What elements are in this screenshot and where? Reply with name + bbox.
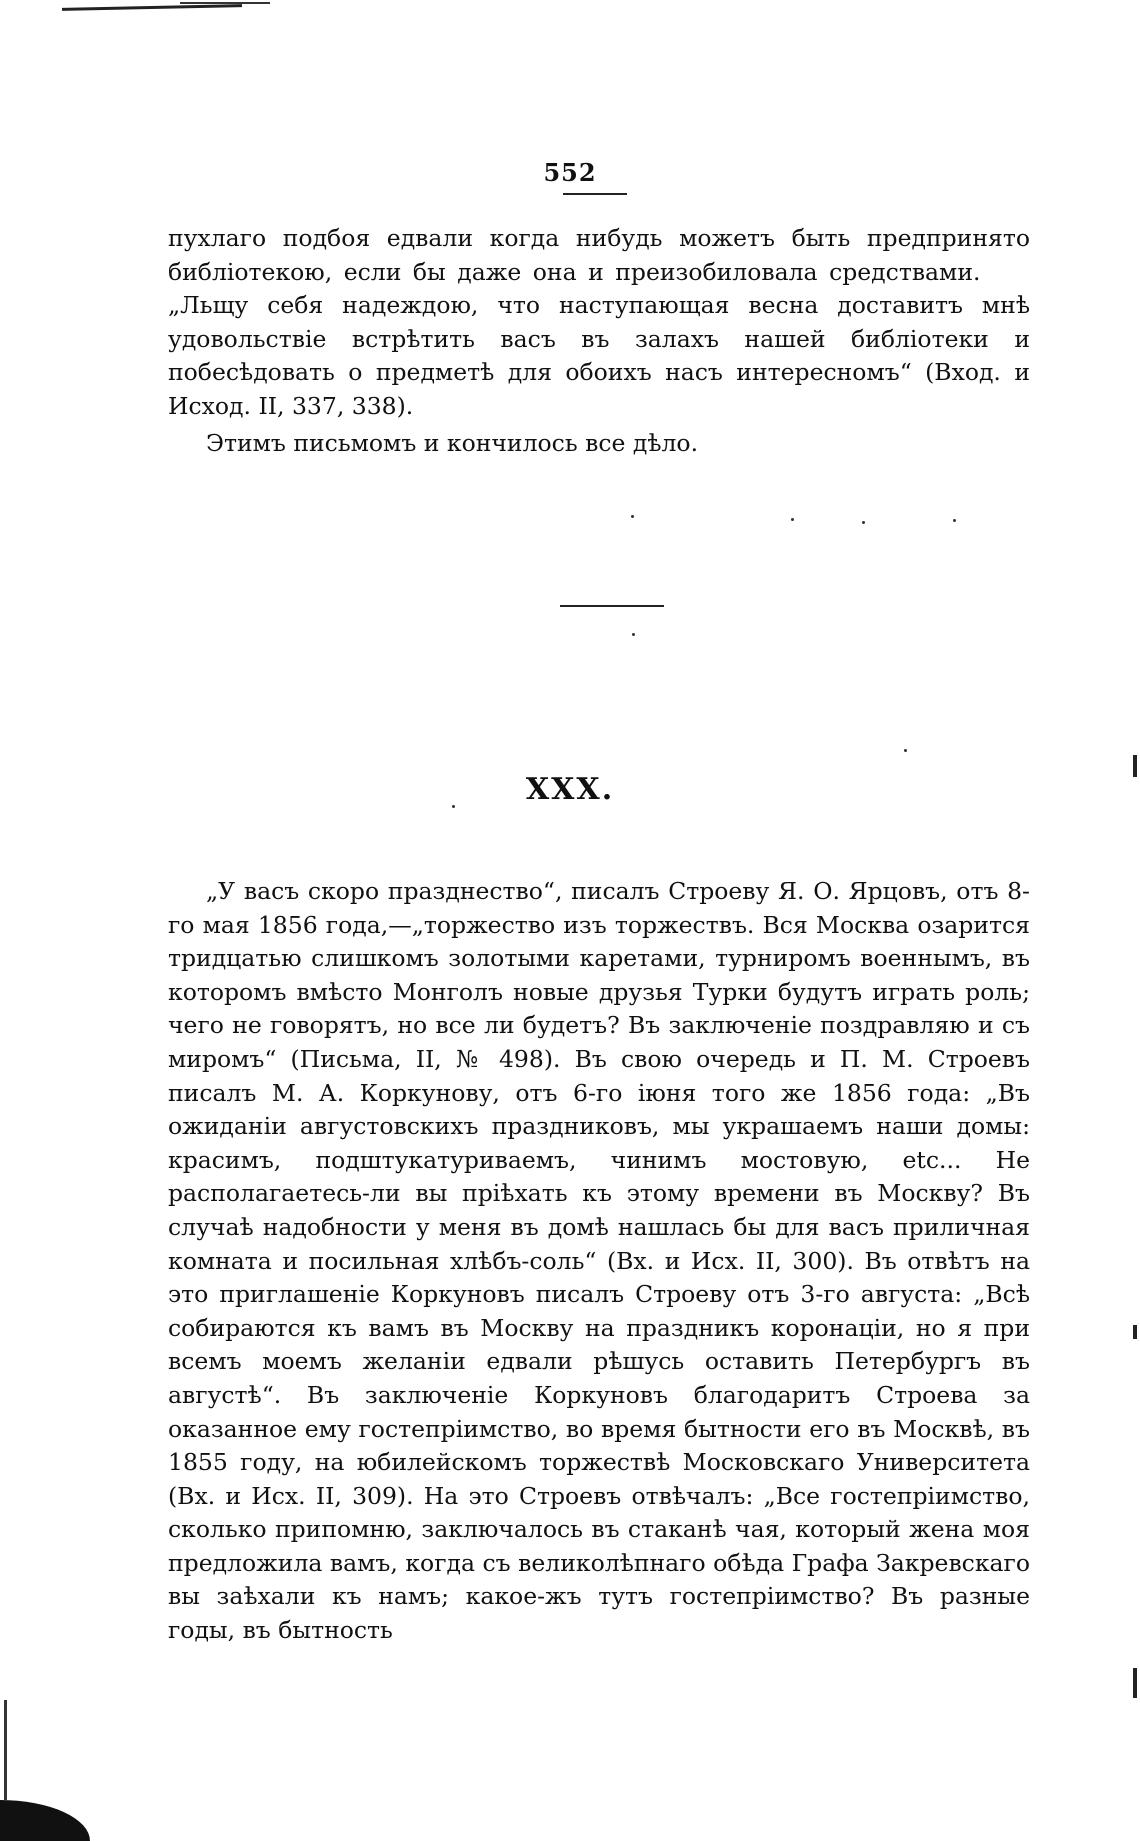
- paragraph-2: [168, 427, 1030, 461]
- page-number: 552: [543, 158, 597, 187]
- speck: [904, 749, 907, 752]
- speck: [631, 515, 634, 518]
- paragraph-1-text: пухлаго подбоя едвали когда нибудь можетъ быть предпринято библіотекою, если бы даже она и преизобиловала средствами.: [168, 224, 1030, 286]
- paragraph-2-text: Этимъ письмомъ и кончилось все дѣло.: [206, 429, 699, 457]
- paragraph-1: [168, 222, 1030, 424]
- scan-artifact-bottom-left: [0, 1800, 90, 1841]
- speck: [953, 519, 956, 522]
- scan-artifact-top-2: [180, 2, 270, 4]
- scan-artifact-right-2: [1133, 1325, 1137, 1339]
- section-divider: [560, 605, 664, 607]
- paragraph-3-text: „У васъ скоро празднество“, писалъ Строеву Я. О. Ярцовъ, отъ 8-го мая 1856 года,—„торжество изъ торжествъ. Вся Москва озарится тридцатью слишкомъ золотыми каретами, турниромъ военнымъ, въ которомъ вмѣсто Монголъ новые друзья Турки будутъ играть роль; чего не говорятъ, но все ли будетъ? Въ заключеніе поздравляю и съ миромъ“ (Письма, II, № 498). Въ свою очередь и П. М. Строевъ писалъ М. А. Коркунову, отъ 6-го іюня того же 1856 года: „Въ ожиданіи августовскихъ праздниковъ, мы украшаемъ наши домы: красимъ, подштукатуриваемъ, чинимъ мостовую, etc... Не располагаетесь-ли вы пріѣхать къ этому времени въ Москву? Въ случаѣ надобности у меня въ домѣ нашлась бы для васъ приличная комната и посильная хлѣбъ-соль“ (Вх. и Исх. II, 300). Въ отвѣтъ на это приглашеніе Коркуновъ писалъ Строеву отъ 3-го августа: „Всѣ собираются къ вамъ въ Москву на праздникъ коронаціи, но я при всемъ моемъ желаніи едвали рѣшусь оставить Петербургъ въ августѣ“. Въ заключеніе Коркуновъ благодаритъ Строева за оказанное ему гостепріимство, во время бытности его въ Москвѣ, въ 1855 году, на юбилейскомъ торжествѣ Московскаго Университета (Вх. и Исх. II, 309). На это Строевъ отвѣчалъ: „Все гостепріимство, сколько припомню, заключалось въ стаканѣ чая, который жена моя предложила вамъ, когда съ великолѣпнаго обѣда Графа Закревскаго вы заѣхали къ намъ; какое-жъ тутъ гостепріимство? Въ разные годы, въ бытность: [168, 877, 1030, 1645]
- chapter-title: XXX.: [525, 772, 615, 807]
- header-rule: [563, 193, 627, 195]
- scan-artifact-left: [4, 1700, 7, 1800]
- scan-artifact-right-3: [1133, 1668, 1137, 1698]
- speck: [632, 633, 635, 636]
- speck: [862, 521, 865, 524]
- paragraph-3: [168, 875, 1030, 1648]
- paragraph-1b-text: „Льщу себя надеждою, что наступающая весна доставитъ мнѣ удовольствіе встрѣтить васъ въ залахъ нашей библіотеки и побесѣдовать о предметѣ для обоихъ насъ интересномъ“ (Вход. и Исход. II, 337, 338).: [168, 291, 1030, 420]
- speck: [791, 518, 794, 521]
- scan-artifact-top: [62, 4, 242, 11]
